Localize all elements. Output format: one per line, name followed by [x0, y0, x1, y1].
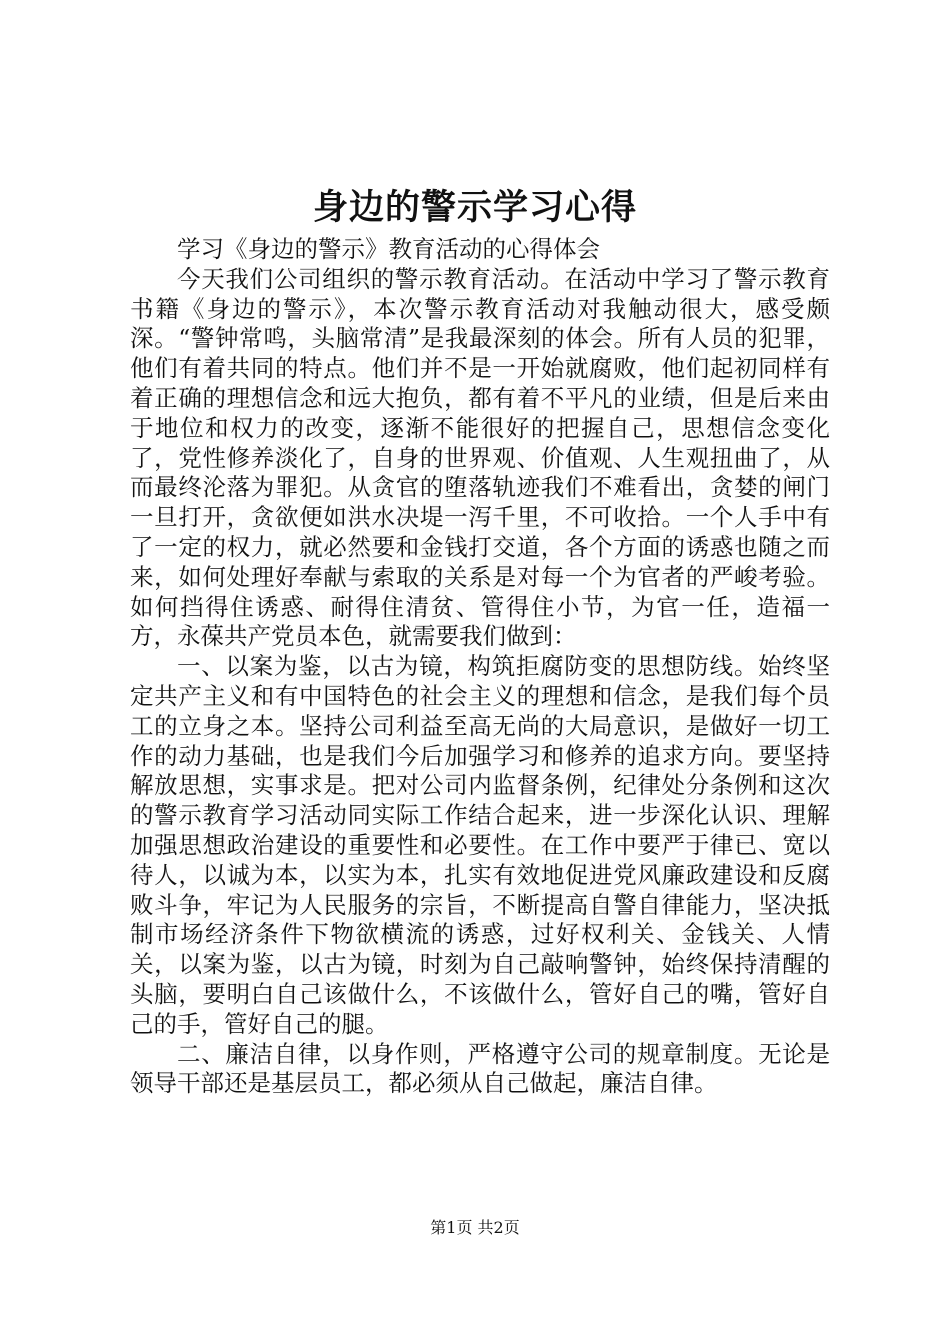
body-paragraph-intro: 今天我们公司组织的警示教育活动。在活动中学习了警示教育书籍《身边的警示》，本次警示教育活动对我触动很大，感受颇深。“警钟常鸣，头脑常清”是我最深刻的体会。所有人员的犯罪，他们有着共同的特点。他们并不是一开始就腐败，他们起初同样有着正确的理想信念和远大抱负，都有着不平凡的业绩，但是后来由于地位和权力的改变，逐渐不能很好的把握自己，思想信念变化了，党性修养淡化了，自身的世界观、价值观、人生观扭曲了，从而最终沦落为罪犯。从贪官的堕落轨迹我们不难看出，贪婪的闸门一旦打开，贪欲便如洪水决堤一泻千里，不可收拾。一个人手中有了一定的权力，就必然要和金钱打交道，各个方面的诱惑也随之而来，如何处理好奉献与索取的关系是对每一个为官者的严峻考验。如何挡得住诱惑、耐得住清贫、管得住小节，为官一任，造福一方，永葆共产党员本色，就需要我们做到：	[130, 264, 830, 651]
document-body	[130, 235, 830, 1099]
body-paragraph-point-one: 一、以案为鉴，以古为镜，构筑拒腐防变的思想防线。始终坚定共产主义和有中国特色的社会主义的理想和信念，是我们每个员工的立身之本。坚持公司利益至高无尚的大局意识，是做好一切工作的动力基础，也是我们今后加强学习和修养的追求方向。要坚持解放思想，实事求是。把对公司内监督条例，纪律处分条例和这次的警示教育学习活动同实际工作结合起来，进一步深化认识、理解加强思想政治建设的重要性和必要性。在工作中要严于律已、宽以待人，以诚为本，以实为本，扎实有效地促进党风廉政建设和反腐败斗争，牢记为人民服务的宗旨，不断提高自警自律能力，坚决抵制市场经济条件下物欲横流的诱惑，过好权利关、金钱关、人情关，以案为鉴，以古为镜，时刻为自己敲响警钟，始终保持清醒的头脑，要明白自己该做什么，不该做什么，管好自己的嘴，管好自己的手，管好自己的腿。	[130, 652, 830, 1038]
page-number-footer: 第1页 共2页	[430, 1218, 520, 1237]
body-paragraph-point-two: 二、廉洁自律，以身作则，严格遵守公司的规章制度。无论是领导干部还是基层员工，都必须从自己做起，廉洁自律。	[130, 1039, 830, 1098]
document-title: 身边的警示学习心得	[312, 187, 637, 228]
body-paragraph-subtitle: 学习《身边的警示》教育活动的心得体会	[177, 235, 600, 263]
